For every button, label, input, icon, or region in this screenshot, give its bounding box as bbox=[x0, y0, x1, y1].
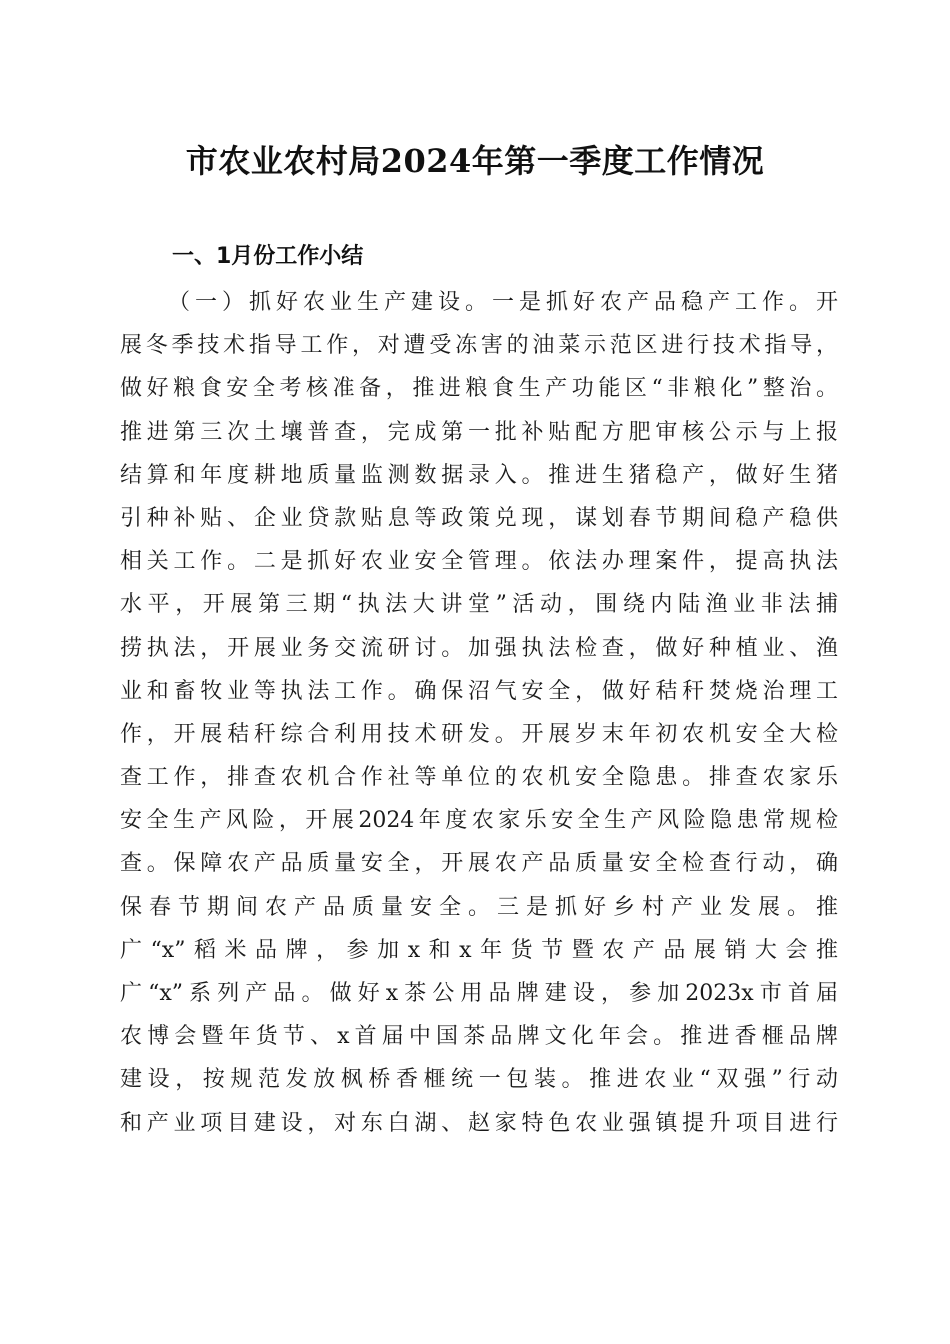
paragraph-line: 水平，开展第三期“执法大讲堂”活动，围绕内陆渔业非法捕 bbox=[120, 592, 838, 618]
paragraph-line: 保春节期间农产品质量安全。三是抓好乡村产业发展。推 bbox=[120, 894, 838, 920]
paragraph-line: 引种补贴、企业贷款贴息等政策兑现，谋划春节期间稳产稳供 bbox=[120, 505, 838, 531]
document-title: 市农业农村局2024年第一季度工作情况 bbox=[185, 142, 765, 180]
paragraph-line: 捞执法，开展业务交流研讨。加强执法检查，做好种植业、渔 bbox=[120, 635, 838, 661]
paragraph-line: （一）抓好农业生产建设。一是抓好农产品稳产工作。开 bbox=[168, 290, 838, 315]
paragraph-line: 建设，按规范发放枫桥香榧统一包装。推进农业“双强”行动 bbox=[120, 1067, 838, 1093]
section-heading: 一、1月份工作小结 bbox=[172, 244, 364, 269]
paragraph-line: 查工作，排查农机合作社等单位的农机安全隐患。排查农家乐 bbox=[120, 765, 838, 791]
paragraph-line: 结算和年度耕地质量监测数据录入。推进生猪稳产，做好生猪 bbox=[120, 462, 838, 488]
paragraph-line: 查。保障农产品质量安全，开展农产品质量安全检查行动，确 bbox=[120, 851, 838, 877]
paragraph-line: 做好粮食安全考核准备，推进粮食生产功能区“非粮化”整治。 bbox=[120, 376, 838, 402]
paragraph-line: 业和畜牧业等执法工作。确保沼气安全，做好秸秆焚烧治理工 bbox=[120, 678, 838, 704]
body-paragraph bbox=[120, 281, 838, 1145]
paragraph-line: 推进第三次土壤普查，完成第一批补贴配方肥审核公示与上报 bbox=[120, 419, 838, 445]
paragraph-line: 作，开展秸秆综合利用技术研发。开展岁末年初农机安全大检 bbox=[120, 721, 838, 747]
paragraph-line: 和产业项目建设，对东白湖、赵家特色农业强镇提升项目进行 bbox=[120, 1110, 838, 1136]
paragraph-line: 广“x”稻米品牌，参加x和x年货节暨农产品展销大会推 bbox=[120, 937, 838, 963]
paragraph-line: 相关工作。二是抓好农业安全管理。依法办理案件，提高执法 bbox=[120, 549, 838, 575]
paragraph-line: 展冬季技术指导工作，对遭受冻害的油菜示范区进行技术指导， bbox=[120, 333, 838, 359]
paragraph-line: 安全生产风险，开展2024年度农家乐安全生产风险隐患常规检 bbox=[120, 808, 838, 834]
paragraph-line: 广“x”系列产品。做好x茶公用品牌建设，参加2023x市首届 bbox=[120, 981, 838, 1006]
paragraph-line: 农博会暨年货节、x首届中国茶品牌文化年会。推进香榧品牌 bbox=[120, 1024, 838, 1050]
